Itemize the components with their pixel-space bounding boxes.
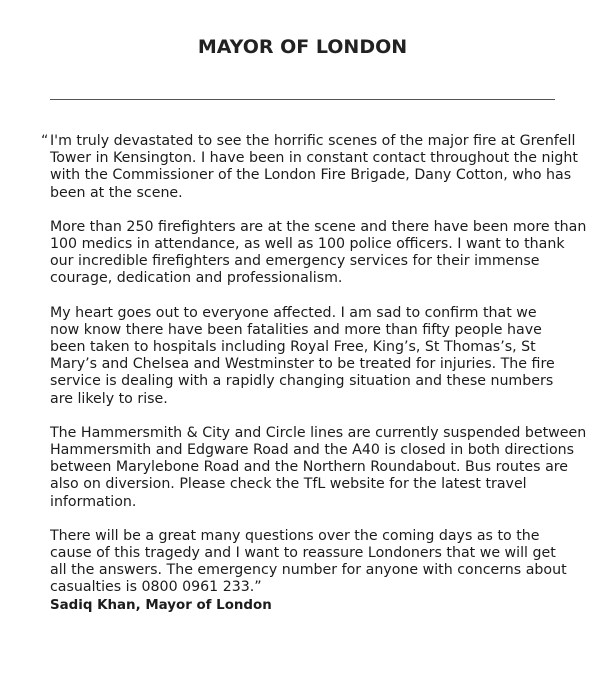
signature: Sadiq Khan, Mayor of London bbox=[50, 598, 272, 613]
statement-line: our incredible firefighters and emergency services for their immense bbox=[50, 253, 540, 270]
open-quote-mark: “ bbox=[41, 133, 49, 149]
statement-line: service is dealing with a rapidly changing situation and these numbers bbox=[50, 373, 554, 390]
statement-line: More than 250 firefighters are at the scene and there have been more than bbox=[50, 218, 587, 235]
statement-line: between Marylebone Road and the Northern Roundabout. Bus routes are bbox=[50, 459, 569, 476]
statement-line: Hammersmith and Edgware Road and the A40 is closed in both directions bbox=[50, 442, 575, 459]
statement-paragraph-3 bbox=[50, 305, 570, 408]
statement-line: I'm truly devastated to see the horrific scenes of the major fire at Grenfell bbox=[50, 133, 576, 149]
statement-line: Mary’s and Chelsea and Westminster to be treated for injuries. The fire bbox=[50, 356, 555, 373]
statement-line: 100 medics in attendance, as well as 100 police officers. I want to thank bbox=[50, 236, 565, 253]
statement-line: been taken to hospitals including Royal Free, King’s, St Thomas’s, St bbox=[50, 339, 536, 356]
statement-paragraph-2 bbox=[50, 218, 587, 288]
statement-line: now know there have been fatalities and more than fifty people have bbox=[50, 321, 542, 338]
statement-paragraph-4 bbox=[50, 424, 587, 511]
statement-line: casualties is 0800 0961 233.” bbox=[50, 579, 262, 596]
statement-line: My heart goes out to everyone affected. I am sad to confirm that we bbox=[50, 304, 537, 321]
statement-line: There will be a great many questions over the coming days as to the bbox=[50, 527, 540, 544]
statement-line: cause of this tragedy and I want to reassure Londoners that we will get bbox=[50, 545, 556, 562]
statement-line: The Hammersmith & City and Circle lines are currently suspended between bbox=[50, 424, 587, 441]
statement-line: courage, dedication and professionalism. bbox=[50, 270, 343, 287]
statement-line: been at the scene. bbox=[50, 184, 183, 201]
page-title: MAYOR OF LONDON bbox=[197, 36, 408, 58]
statement-body bbox=[41, 133, 587, 614]
statement-line: Tower in Kensington. I have been in constant contact throughout the night bbox=[50, 150, 578, 167]
statement-line: information. bbox=[50, 493, 137, 510]
statement-line: all the answers. The emergency number for anyone with concerns about bbox=[50, 562, 567, 579]
statement-paragraph-1 bbox=[50, 133, 578, 202]
header-divider bbox=[50, 99, 555, 100]
statement-line: are likely to rise. bbox=[50, 390, 168, 407]
statement-paragraph-5 bbox=[50, 528, 570, 597]
statement-line: with the Commissioner of the London Fire Brigade, Dany Cotton, who has bbox=[50, 167, 572, 184]
statement-line: also on diversion. Please check the TfL website for the latest travel bbox=[50, 476, 527, 493]
